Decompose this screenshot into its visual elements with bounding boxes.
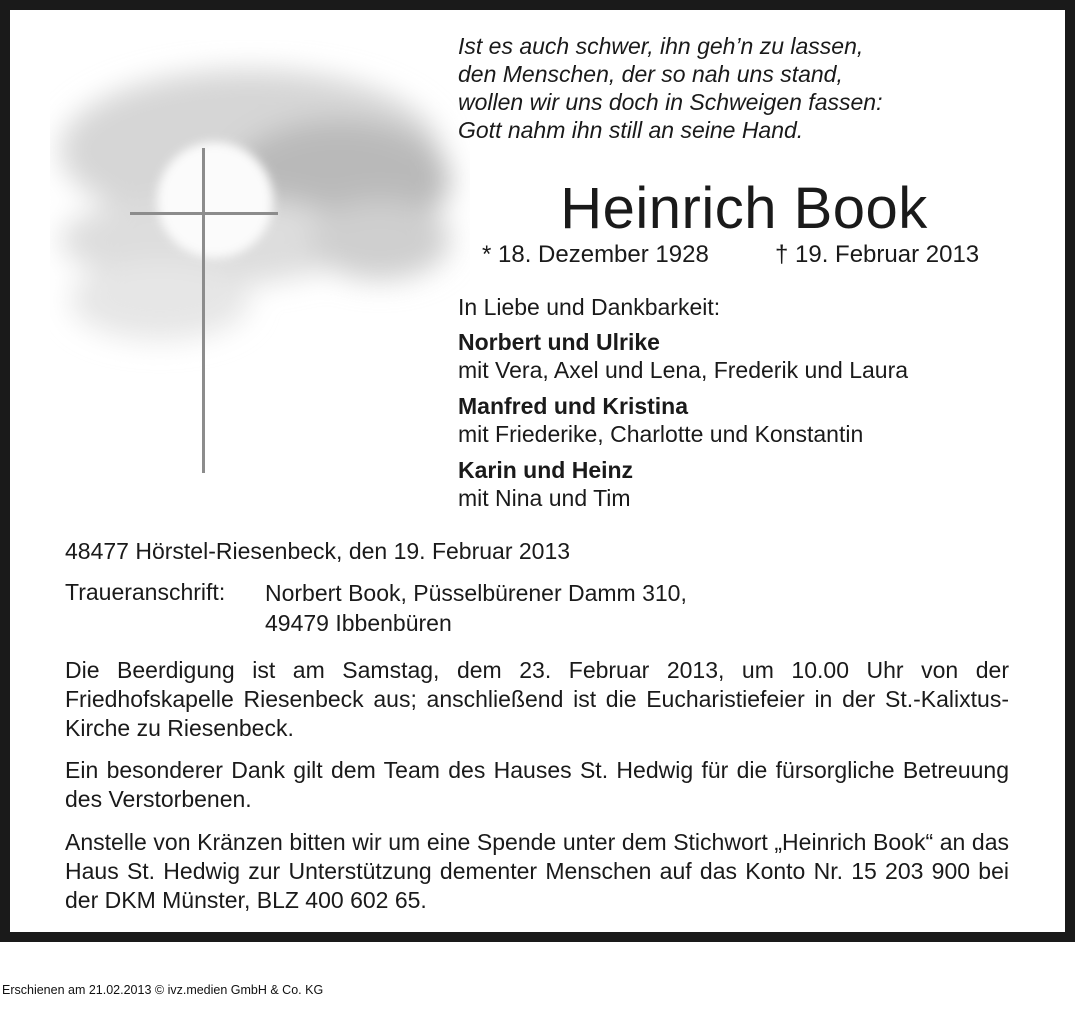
- family-group-names: Norbert und Ulrike: [458, 328, 660, 355]
- family-group-names: Manfred und Kristina: [458, 392, 689, 419]
- family-group-names: Karin und Heinz: [458, 456, 634, 483]
- publication-footer: Erschienen am 21.02.2013 © ivz.medien GmbH & Co. KG: [2, 983, 324, 997]
- cross-horizontal-beam: [130, 212, 278, 215]
- family-intro: In Liebe und Dankbarkeit:: [458, 294, 721, 320]
- donation-paragraph: Anstelle von Kränzen bitten wir um eine Spende unter dem Stichwort „Heinrich Book“ an das Haus St. Hedwig zur Unterstützung dementer Menschen auf das Konto Nr. 15 203 900 bei der DKM Münster, BLZ 400 602 65.: [65, 829, 1009, 913]
- address-line-2: 49479 Ibbenbüren: [265, 610, 452, 636]
- address-label: Traueranschrift:: [65, 579, 226, 605]
- funeral-info-paragraph: Die Beerdigung ist am Samstag, dem 23. Februar 2013, um 10.00 Uhr von der Friedhofskapelle Riesenbeck aus; anschließend ist die Eucharistiefeier in der St.-Kalixtus-Kirche zu Riesenbeck.: [65, 657, 1009, 741]
- family-group-children: mit Friederike, Charlotte und Konstantin: [458, 421, 864, 447]
- deceased-name: Heinrich Book: [560, 176, 928, 241]
- mourning-address: [265, 578, 687, 638]
- birth-date: * 18. Dezember 1928: [482, 241, 709, 268]
- place-and-date: 48477 Hörstel-Riesenbeck, den 19. Februar 2013: [65, 538, 571, 564]
- family-group-children: mit Nina und Tim: [458, 485, 631, 511]
- family-group: [458, 328, 1058, 385]
- moon-shape: [157, 142, 273, 258]
- poem-verse: Ist es auch schwer, ihn geh’n zu lassen, den Menschen, der so nah uns stand, wollen wir uns doch in Schweigen fassen: Gott nahm ihn still an seine Hand.: [458, 33, 883, 143]
- cross-moon-illustration: [50, 40, 470, 490]
- address-line-1: Norbert Book, Püsselbürener Damm 310,: [265, 580, 687, 606]
- family-group: [458, 392, 1058, 449]
- thanks-paragraph: Ein besonderer Dank gilt dem Team des Hauses St. Hedwig für die fürsorgliche Betreuung des Verstorbenen.: [65, 757, 1009, 812]
- family-group-children: mit Vera, Axel und Lena, Frederik und Laura: [458, 357, 909, 383]
- family-list: [458, 293, 1058, 520]
- family-group: [458, 456, 1058, 513]
- death-date: † 19. Februar 2013: [775, 241, 980, 268]
- cross-vertical-beam: [202, 148, 205, 473]
